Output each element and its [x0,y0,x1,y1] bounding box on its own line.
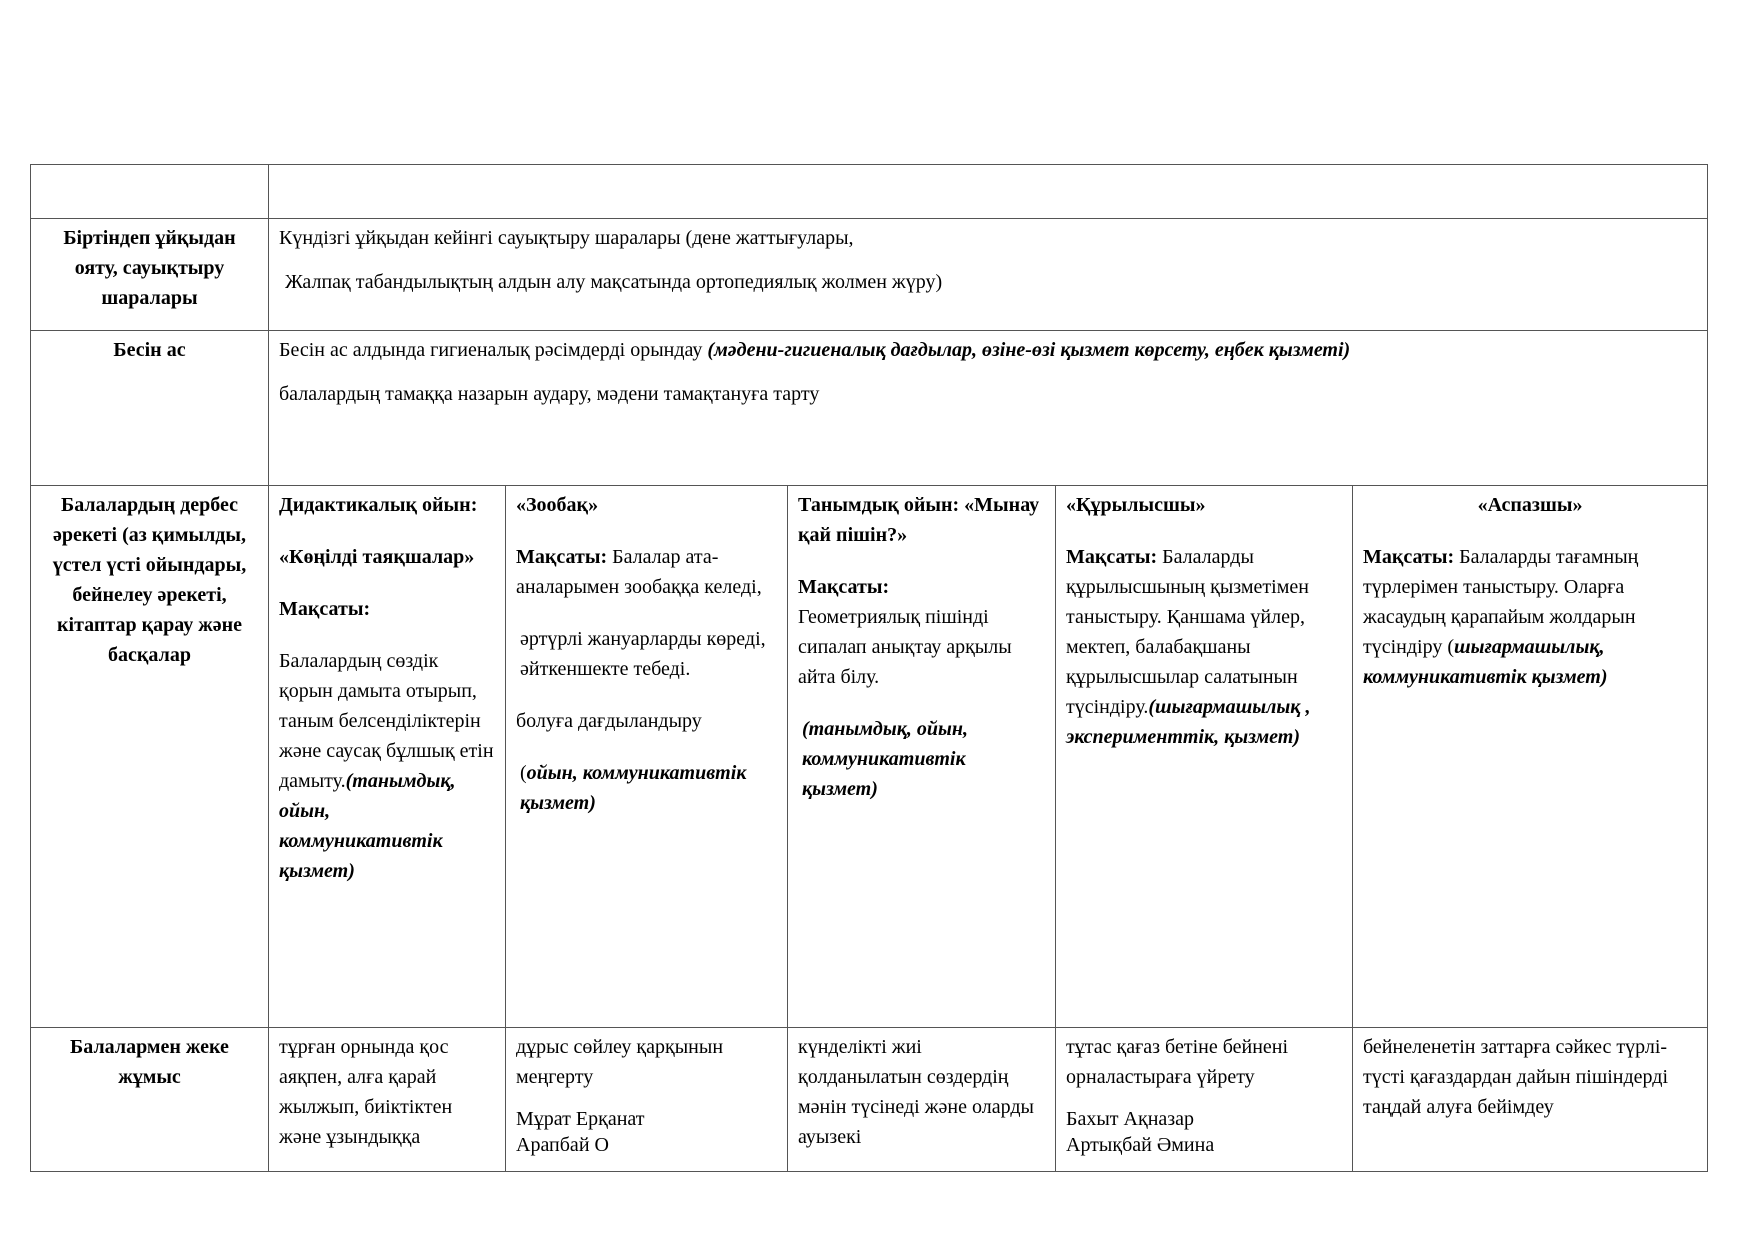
individual-3-text: күнделікті жиі қолданылатын сөздердің мәнін түсінеді және оларды ауызекі [798,1036,1034,1148]
table-row-snack [31,331,1708,486]
individual-2-text: дұрыс сөйлеу қарқынын меңгерту [516,1036,724,1088]
individual-1-text: тұрған орнында қос аяқпен, алға қарай жылжып, биіктіктен және ұзындыққа [279,1036,453,1148]
wake-content [269,219,1708,331]
individual-col-3 [788,1028,1056,1172]
activity-1-emphasis: (танымдық, ойын, коммуникативтік қызмет) [279,770,456,882]
snack-content [269,331,1708,486]
activity-4-goal-text: Балаларды құрылысшының қызметімен таныстыру. Қаншама үйлер, мектеп, балабақшаны құрылысшылар салатынын түсіндіру. [1066,546,1309,718]
individual-2-name-2: Арапбай О [516,1134,609,1156]
activity-2-emphasis-prefix: ( [520,762,527,784]
activity-4-emphasis: (шығармашылық , эксперименттік, қызмет) [1066,696,1311,748]
row-label-activity: Балалардың дербес әрекеті (аз қимылды, үстел үсті ойындары, бейнелеу әрекеті, кітаптар қарау және басқалар [31,486,269,1028]
individual-col-4 [1056,1028,1353,1172]
activity-col-zoo [506,486,788,1028]
activity-1-title: Дидактикалық ойын: [279,494,478,516]
empty-content-cell [269,165,1708,219]
snack-line-2: балалардың тамаққа назарын аудару, мәдени тамақтануға тарту [279,383,820,405]
individual-col-5 [1353,1028,1708,1172]
activity-col-didactic [269,486,506,1028]
activity-2-emphasis: ойын, коммуникативтік қызмет) [520,762,747,814]
snack-line-1-emphasis: (мәдени-гигиеналық дағдылар, өзіне-өзі қызмет көрсету, еңбек қызметі) [707,339,1351,361]
table-row-individual [31,1028,1708,1172]
activity-4-goal-label: Мақсаты: [1066,546,1158,568]
activity-2-emphasis-line [516,758,777,818]
wake-line-1: Күндізгі ұйқыдан кейінгі сауықтыру шаралары (дене жаттығулары, [279,227,854,249]
individual-2-name-1: Мұрат Ерқанат [516,1108,645,1130]
table-row-empty [31,165,1708,219]
individual-4-text: тұтас қағаз бетіне бейнені орналастыраға үйрету [1066,1036,1289,1088]
activity-3-goal-label: Мақсаты: [798,576,890,598]
wake-line-2: Жалпақ табандылықтың алдын алу мақсатында ортопедиялық жолмен жүру) [285,271,943,293]
row-label-individual: Балалармен жеке жұмыс [31,1028,269,1172]
activity-2-goal [516,542,777,602]
activity-5-title: «Аспазшы» [1477,494,1583,516]
activity-3-title: Танымдық ойын: «Мынау қай пішін?» [798,494,1040,546]
activity-3-goal-text: Геометриялық пішінді сипалап анықтау арқылы айта білу. [798,606,1012,688]
activity-5-goal-label: Мақсаты: [1363,546,1455,568]
activity-2-goal-text: Балалар ата-аналарымен зообаққа келеді, [516,546,762,598]
activity-col-shapes [788,486,1056,1028]
activity-5-goal [1363,542,1697,692]
individual-4-name-1: Бахыт Ақназар [1066,1108,1195,1130]
activity-2-text-2: әртүрлі жануарларды көреді, әйткеншекте тебеді. [520,628,766,680]
schedule-table [30,164,1708,1172]
activity-2-goal-label: Мақсаты: [516,546,608,568]
activity-3-emphasis: (танымдық, ойын, коммуникативтік қызмет) [802,718,968,800]
row-label-wake: Біртіндеп ұйқыдан ояту, сауықтыру шаралары [31,219,269,331]
activity-1-goal-text: Балалардың сөздік қорын дамыта отырып, таным белсенділіктерін және саусақ бұлшық етін дамыту. [279,650,494,792]
activity-2-title: «Зообақ» [516,494,599,516]
activity-1-goal-label: Мақсаты: [279,598,371,620]
individual-col-2 [506,1028,788,1172]
activity-2-text-3: болуға дағдыландыру [516,710,702,732]
individual-5-text: бейнеленетін заттарға сәйкес түрлі-түсті қағаздардан дайын пішіндерді таңдай алуға бейімдеу [1363,1036,1669,1118]
activity-col-cook [1353,486,1708,1028]
activity-5-goal-text: Балаларды тағамның түрлерімен таныстыру. Оларға жасаудың қарапайым жолдарын түсіндіру ( [1363,546,1639,658]
snack-line-1-text: Бесін ас алдында гигиеналық рәсімдерді орындау [279,339,708,361]
activity-4-title: «Құрылысшы» [1066,494,1206,516]
activity-1-game: «Көңілді таяқшалар» [279,546,475,568]
table-row-wake [31,219,1708,331]
individual-col-1 [269,1028,506,1172]
table-row-activity [31,486,1708,1028]
activity-5-emphasis: шығармашылық, коммуникативтік қызмет) [1363,636,1608,688]
individual-4-name-2: Артықбай Әмина [1066,1134,1215,1156]
row-label-snack: Бесін ас [31,331,269,486]
snack-line-1 [279,335,1697,365]
empty-label-cell [31,165,269,219]
activity-col-builder [1056,486,1353,1028]
activity-4-goal [1066,542,1342,752]
activity-1-goal [279,646,495,886]
